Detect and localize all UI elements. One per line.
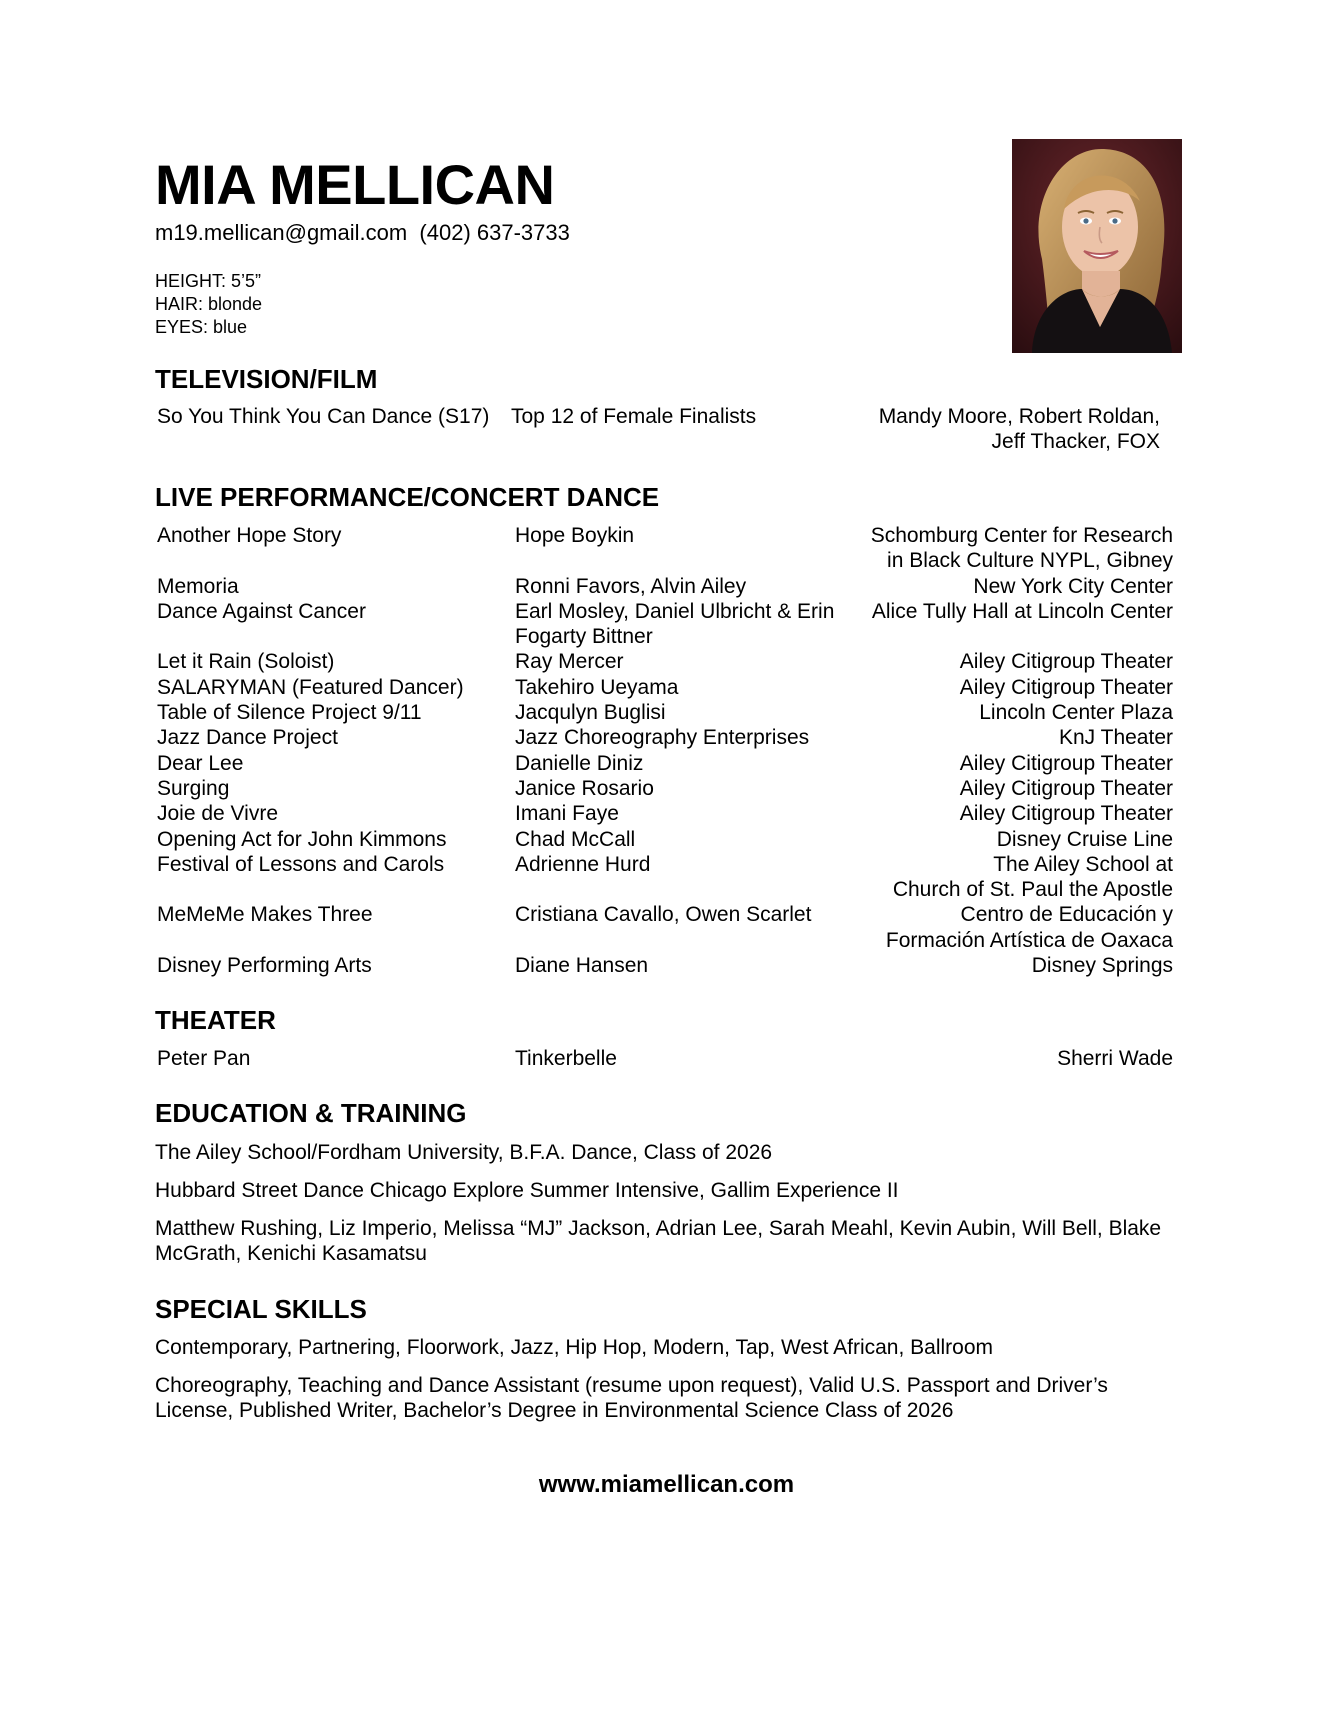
credit-title: Festival of Lessons and Carols — [157, 852, 445, 876]
credit-venue-line: Formación Artística de Oaxaca — [885, 928, 1173, 952]
education-line: The Ailey School/Fordham University, B.F.A. Dance, Class of 2026 — [155, 1141, 773, 1164]
credit-choreographer: Takehiro Ueyama — [515, 675, 679, 699]
credit-row — [157, 776, 1173, 801]
credit-choreographer: Jacqulyn Buglisi — [515, 701, 666, 725]
credit-title: Let it Rain (Soloist) — [157, 650, 335, 674]
credit-venue-line: KnJ Theater — [1058, 726, 1173, 750]
credit-choreographer: Jazz Choreography Enterprises — [515, 726, 810, 750]
credit-row — [157, 827, 1173, 852]
credit-row — [157, 700, 1173, 725]
credit-venue-line: Disney Springs — [1031, 954, 1173, 978]
headshot-photo — [1012, 139, 1182, 353]
education-line: Hubbard Street Dance Chicago Explore Summer Intensive, Gallim Experience II — [155, 1179, 899, 1202]
credit-venue — [845, 751, 1173, 776]
section-title-live-performance: LIVE PERFORMANCE/CONCERT DANCE — [155, 482, 660, 512]
credit-row — [157, 1046, 1173, 1071]
credit-venue — [845, 852, 1173, 903]
section-title-television-film: TELEVISION/FILM — [155, 364, 378, 394]
credit-venue — [845, 953, 1173, 978]
credit-row — [157, 953, 1173, 978]
television-film-credits — [157, 404, 1173, 455]
credit-row — [157, 523, 1173, 574]
credit-title: Dance Against Cancer — [157, 599, 366, 623]
credit-title: Opening Act for John Kimmons — [157, 827, 447, 851]
credit-choreographer: Danielle Diniz — [515, 751, 644, 775]
credit-director — [845, 1046, 1173, 1071]
credit-venue-line: Church of St. Paul the Apostle — [892, 878, 1173, 902]
hair-stat: HAIR: blonde — [155, 294, 263, 314]
credit-title: Peter Pan — [157, 1047, 251, 1070]
credit-title: Dear Lee — [157, 751, 244, 775]
credit-venue-line: Mandy Moore, Robert Roldan, — [878, 405, 1160, 428]
credit-choreographer: Diane Hansen — [515, 954, 649, 978]
credit-role: Tinkerbelle — [515, 1047, 617, 1070]
credit-venue — [845, 902, 1173, 953]
credit-row — [157, 649, 1173, 674]
credit-venue — [811, 404, 1173, 455]
credit-venue — [845, 827, 1173, 852]
credit-choreographer: Imani Faye — [515, 802, 619, 826]
credit-choreographer: Janice Rosario — [515, 776, 654, 800]
credit-venue-line: Ailey Citigroup Theater — [959, 675, 1173, 699]
credit-venue — [845, 725, 1173, 750]
website-link[interactable]: www.miamellican.com — [538, 1471, 795, 1498]
credit-title: Jazz Dance Project — [157, 726, 338, 750]
credit-choreographer: Hope Boykin — [515, 524, 635, 547]
credit-row — [157, 599, 1173, 650]
credit-venue-line: Jeff Thacker, FOX — [991, 430, 1160, 454]
performer-name: MIA MELLICAN — [155, 153, 555, 216]
credit-venue-line: Ailey Citigroup Theater — [959, 776, 1173, 800]
section-title-special-skills: SPECIAL SKILLS — [155, 1294, 367, 1324]
credit-row — [157, 675, 1173, 700]
credit-venue-line: Schomburg Center for Research — [870, 524, 1173, 547]
credit-row — [157, 852, 1173, 903]
credit-title: SALARYMAN (Featured Dancer) — [157, 675, 464, 699]
credit-title: Memoria — [157, 574, 239, 598]
credit-title: Table of Silence Project 9/11 — [157, 701, 422, 725]
credit-venue-line: New York City Center — [973, 574, 1173, 598]
credit-venue-line: Ailey Citigroup Theater — [959, 802, 1173, 826]
skills-line: Contemporary, Partnering, Floorwork, Jazz, Hip Hop, Modern, Tap, West African, Ballroom — [155, 1336, 994, 1359]
credit-venue-line: Disney Cruise Line — [996, 827, 1173, 851]
credit-row — [157, 574, 1173, 599]
credit-choreographer: Chad McCall — [515, 827, 636, 851]
credit-choreographer: Cristiana Cavallo, Owen Scarlet — [515, 903, 812, 927]
credit-choreographer: Adrienne Hurd — [515, 852, 651, 876]
credit-venue-line: The Ailey School at — [993, 852, 1173, 876]
skills-line: Choreography, Teaching and Dance Assistant (resume upon request), Valid U.S. Passport and Driver’s License, Published Writer, Bachelor’s Degree in Environmental Science Class of 2026 — [155, 1374, 1108, 1422]
credit-role: Top 12 of Female Finalists — [511, 405, 757, 428]
credit-title: Surging — [157, 776, 230, 800]
credit-venue-line: Ailey Citigroup Theater — [959, 650, 1173, 674]
theater-credits — [157, 1046, 1173, 1071]
credit-title: Disney Performing Arts — [157, 954, 372, 978]
credit-venue-line: Lincoln Center Plaza — [979, 701, 1173, 725]
credit-venue — [845, 700, 1173, 725]
credit-title: Another Hope Story — [157, 524, 342, 547]
section-title-education: EDUCATION & TRAINING — [155, 1098, 467, 1128]
credit-venue-line: in Black Culture NYPL, Gibney — [887, 549, 1173, 573]
credit-choreographer: Ronni Favors, Alvin Ailey — [515, 574, 747, 598]
credit-venue — [845, 776, 1173, 801]
credit-venue — [845, 523, 1173, 574]
height-stat: HEIGHT: 5’5” — [155, 271, 262, 291]
physical-stats — [155, 270, 262, 339]
credit-choreographer: Earl Mosley, Daniel Ulbricht & Erin Fogarty Bittner — [515, 599, 835, 649]
credit-venue — [845, 801, 1173, 826]
credit-venue — [845, 574, 1173, 599]
credit-venue — [845, 599, 1173, 624]
credit-title: So You Think You Can Dance (S17) — [157, 405, 490, 428]
section-title-theater: THEATER — [155, 1005, 276, 1035]
eyes-stat: EYES: blue — [155, 317, 248, 337]
credit-venue — [845, 675, 1173, 700]
education-line: Matthew Rushing, Liz Imperio, Melissa “MJ” Jackson, Adrian Lee, Sarah Meahl, Kevin Aubin, Will Bell, Blake McGrath, Kenichi Kasamatsu — [155, 1217, 1162, 1265]
credit-venue-line: Ailey Citigroup Theater — [959, 751, 1173, 775]
credit-row — [157, 902, 1173, 953]
credit-title: Joie de Vivre — [157, 802, 279, 826]
credit-row — [157, 801, 1173, 826]
credit-row — [157, 725, 1173, 750]
contact-info: m19.mellican@gmail.com (402) 637-3733 — [155, 220, 570, 245]
credit-choreographer: Ray Mercer — [515, 650, 624, 674]
credit-venue — [845, 649, 1173, 674]
credit-director-line: Sherri Wade — [1057, 1047, 1173, 1070]
credit-row — [157, 751, 1173, 776]
credit-row — [157, 404, 1173, 455]
credit-venue-line: Alice Tully Hall at Lincoln Center — [871, 599, 1173, 623]
live-performance-credits — [157, 523, 1173, 978]
credit-title: MeMeMe Makes Three — [157, 903, 373, 927]
credit-venue-line: Centro de Educación y — [960, 903, 1173, 927]
